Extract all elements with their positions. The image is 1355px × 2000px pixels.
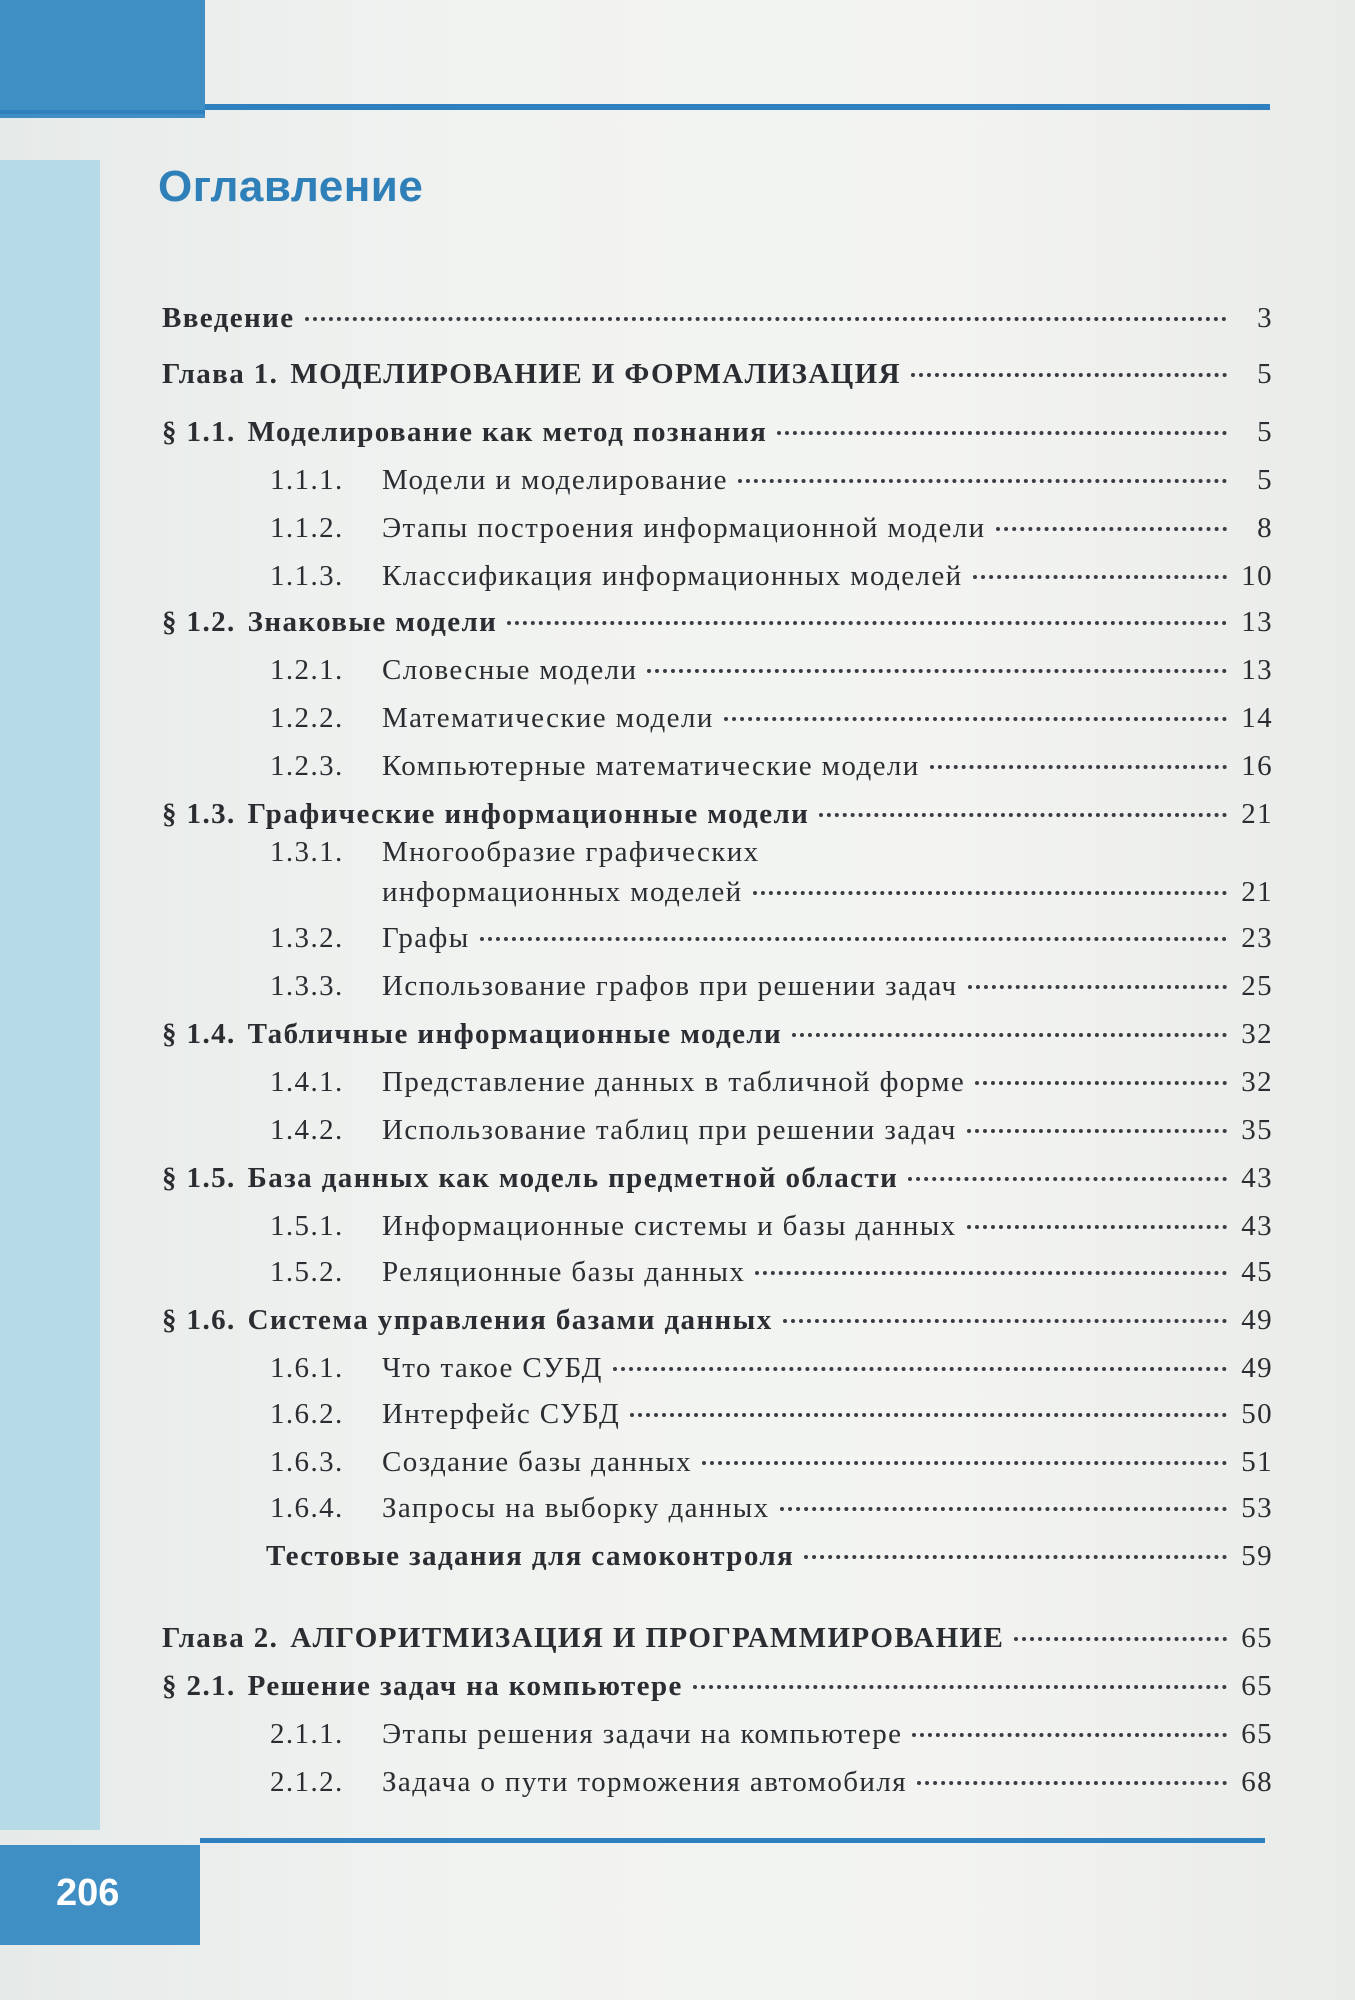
toc-entry-label: Использование графов при решении задач xyxy=(382,970,958,1002)
toc-entry-number: 1.1.2. xyxy=(270,512,344,544)
toc-entry-number: Глава 2. xyxy=(162,1622,279,1654)
dot-leader xyxy=(507,621,1227,625)
toc-entry-number: 2.1.1. xyxy=(270,1718,344,1750)
toc-entry-line: Многообразие графических xyxy=(382,836,760,868)
toc-entry xyxy=(270,1716,1273,1752)
toc-entry-label: Графические информационные модели xyxy=(247,798,810,830)
toc-entry-page: 25 xyxy=(1241,970,1273,1002)
dot-leader xyxy=(724,717,1227,721)
toc-entry-label: АЛГОРИТМИЗАЦИЯ И ПРОГРАММИРОВАНИЕ xyxy=(290,1622,1005,1654)
toc-entry-label: Использование таблиц при решении задач xyxy=(382,1114,957,1146)
toc-entry-number: 1.5.1. xyxy=(270,1210,344,1242)
toc-entry-number: § 1.1. xyxy=(162,416,236,448)
toc-entry-page: 3 xyxy=(1257,302,1273,334)
toc-entry xyxy=(270,1764,1273,1800)
toc-entry-label: Моделирование как метод познания xyxy=(247,416,768,448)
toc-entry-page: 43 xyxy=(1241,1162,1273,1194)
toc-entry-label: Информационные системы и базы данных xyxy=(382,1210,957,1242)
toc-entry-page: 13 xyxy=(1241,654,1273,686)
dot-leader xyxy=(753,891,1227,895)
toc-entry-label: Интерфейс СУБД xyxy=(382,1398,621,1430)
dot-leader xyxy=(911,373,1227,377)
toc-entry-number: 1.4.2. xyxy=(270,1114,344,1146)
toc-entry xyxy=(270,558,1273,594)
toc-entry-label: Реляционные базы данных xyxy=(382,1256,746,1288)
toc-entry-page: 43 xyxy=(1241,1210,1273,1242)
dot-leader xyxy=(968,985,1227,989)
toc-entry-number: 1.4.1. xyxy=(270,1066,344,1098)
toc-entry-page: 10 xyxy=(1241,560,1273,592)
toc-entry xyxy=(266,1538,1273,1574)
toc-entry xyxy=(270,1396,1273,1432)
dot-leader xyxy=(777,431,1227,435)
toc-entry-label: информационных моделей xyxy=(382,876,743,908)
toc-entry xyxy=(162,300,1273,336)
dot-leader xyxy=(783,1319,1227,1323)
toc-entry-number: 1.1.1. xyxy=(270,464,344,496)
toc-entry-page: 65 xyxy=(1241,1670,1273,1702)
toc-entry-label: Классификация информационных моделей xyxy=(382,560,963,592)
toc-entry-page: 32 xyxy=(1241,1018,1273,1050)
page-number: 206 xyxy=(56,1872,120,1914)
toc-entry xyxy=(270,652,1273,688)
toc-entry-page: 53 xyxy=(1241,1492,1273,1524)
toc-entry-number: § 1.6. xyxy=(162,1304,236,1336)
toc-entry-label: Запросы на выборку данных xyxy=(382,1492,770,1524)
dot-leader xyxy=(305,317,1227,321)
toc-entry-number: § 1.5. xyxy=(162,1162,236,1194)
toc-entry xyxy=(270,1490,1273,1526)
toc-entry-page: 8 xyxy=(1257,512,1273,544)
toc-entry xyxy=(382,874,1273,910)
toc-entry-label: База данных как модель предметной области xyxy=(247,1162,899,1194)
toc-entry xyxy=(270,1444,1273,1480)
toc-entry xyxy=(162,1620,1273,1656)
toc-entry-page: 35 xyxy=(1241,1114,1273,1146)
toc-entry-page: 51 xyxy=(1241,1446,1273,1478)
dot-leader xyxy=(755,1271,1227,1275)
toc-entry xyxy=(270,920,1273,956)
toc-entry xyxy=(162,356,1273,392)
toc-entry xyxy=(270,748,1273,784)
toc-entry xyxy=(162,1016,1273,1052)
dot-leader xyxy=(908,1177,1227,1181)
toc-entry-label: Словесные модели xyxy=(382,654,638,686)
toc-entry-page: 65 xyxy=(1241,1718,1273,1750)
toc-entry-label: Что такое СУБД xyxy=(382,1352,603,1384)
toc-entry-page: 49 xyxy=(1241,1352,1273,1384)
toc-entry xyxy=(270,462,1273,498)
toc-entry xyxy=(162,414,1273,450)
toc-entry-number: 2.1.2. xyxy=(270,1766,344,1798)
toc-entry-number: § 1.3. xyxy=(162,798,236,830)
toc-entry-page: 21 xyxy=(1241,876,1273,908)
toc-entry-page: 50 xyxy=(1241,1398,1273,1430)
toc-entry-label: Система управления базами данных xyxy=(247,1304,773,1336)
toc-entry-page: 5 xyxy=(1257,464,1273,496)
toc-entry-page: 5 xyxy=(1257,358,1273,390)
toc-entry-number: 1.5.2. xyxy=(270,1256,344,1288)
dot-leader xyxy=(967,1129,1227,1133)
dot-leader xyxy=(975,1081,1227,1085)
dot-leader xyxy=(973,575,1227,579)
toc-entry-number: 1.2.1. xyxy=(270,654,344,686)
toc-entry-label: Задача о пути торможения автомобиля xyxy=(382,1766,907,1798)
toc-entry xyxy=(162,796,1273,832)
toc-entry-label: МОДЕЛИРОВАНИЕ И ФОРМАЛИЗАЦИЯ xyxy=(290,358,901,390)
toc-entry-label: Решение задач на компьютере xyxy=(247,1670,683,1702)
toc-entry-number: 1.6.1. xyxy=(270,1352,344,1384)
toc-entry-page: 5 xyxy=(1257,416,1273,448)
dot-leader xyxy=(819,813,1227,817)
toc-entry-number: § 2.1. xyxy=(162,1670,236,1702)
toc-entry-label: Введение xyxy=(162,302,295,334)
toc-entry-number: 1.3.3. xyxy=(270,970,344,1002)
toc-entry xyxy=(270,700,1273,736)
dot-leader xyxy=(630,1413,1227,1417)
toc-entry-page: 65 xyxy=(1241,1622,1273,1654)
dot-leader xyxy=(780,1507,1227,1511)
dot-leader xyxy=(738,479,1227,483)
toc-entry xyxy=(270,1350,1273,1386)
dot-leader xyxy=(1014,1637,1227,1641)
bottom-rule xyxy=(200,1838,1265,1843)
toc-entry-page: 32 xyxy=(1241,1066,1273,1098)
dot-leader xyxy=(912,1733,1227,1737)
toc-entry-number: 1.6.3. xyxy=(270,1446,344,1478)
toc-entry xyxy=(162,1302,1273,1338)
toc-entry-label: Тестовые задания для самоконтроля xyxy=(266,1540,795,1572)
dot-leader xyxy=(792,1033,1227,1037)
toc-entry-label: Создание базы данных xyxy=(382,1446,693,1478)
toc-entry-number: 1.6.2. xyxy=(270,1398,344,1430)
toc-entry xyxy=(162,604,1273,640)
toc-entry-label: Этапы построения информационной модели xyxy=(382,512,986,544)
toc-entry xyxy=(162,1160,1273,1196)
dot-leader xyxy=(647,669,1227,673)
toc-entry xyxy=(270,968,1273,1004)
dot-leader xyxy=(693,1685,1227,1689)
dot-leader xyxy=(996,527,1227,531)
toc-entry-label: Графы xyxy=(382,922,470,954)
toc-entry-label: Модели и моделирование xyxy=(382,464,728,496)
toc-entry xyxy=(270,1254,1273,1290)
toc-entry xyxy=(270,1208,1273,1244)
toc-entry-page: 23 xyxy=(1241,922,1273,954)
toc-entry-page: 21 xyxy=(1241,798,1273,830)
toc-entry-page: 59 xyxy=(1241,1540,1273,1572)
toc-entry-page: 14 xyxy=(1241,702,1273,734)
toc-entry-label: Табличные информационные модели xyxy=(247,1018,783,1050)
toc-entry-label: Знаковые модели xyxy=(247,606,498,638)
toc-entry-page: 68 xyxy=(1241,1766,1273,1798)
dot-leader xyxy=(967,1225,1227,1229)
dot-leader xyxy=(930,765,1227,769)
toc-entry-page: 45 xyxy=(1241,1256,1273,1288)
toc-entry xyxy=(270,510,1273,546)
toc-entry-label: Математические модели xyxy=(382,702,714,734)
dot-leader xyxy=(702,1461,1227,1465)
toc-entry-number: 1.3.2. xyxy=(270,922,344,954)
dot-leader xyxy=(804,1555,1227,1559)
toc-entry xyxy=(162,1668,1273,1704)
toc-entry-number: 1.1.3. xyxy=(270,560,344,592)
toc-entry-number: § 1.2. xyxy=(162,606,236,638)
toc-entry xyxy=(270,1112,1273,1148)
toc-entry-page: 13 xyxy=(1241,606,1273,638)
toc-entry-number: 1.2.2. xyxy=(270,702,344,734)
dot-leader xyxy=(480,937,1227,941)
toc-entry-number: 1.6.4. xyxy=(270,1492,344,1524)
toc-entry-page: 49 xyxy=(1241,1304,1273,1336)
toc-entry-number: § 1.4. xyxy=(162,1018,236,1050)
toc-entry-label: Этапы решения задачи на компьютере xyxy=(382,1718,903,1750)
dot-leader xyxy=(917,1781,1227,1785)
toc-entry-number: Глава 1. xyxy=(162,358,279,390)
toc-entry-label: Представление данных в табличной форме xyxy=(382,1066,966,1098)
page-title: Оглавление xyxy=(158,162,424,211)
toc-entry-page: 16 xyxy=(1241,750,1273,782)
toc-entry-label: Компьютерные математические модели xyxy=(382,750,920,782)
dot-leader xyxy=(613,1367,1227,1371)
toc-entry xyxy=(270,1064,1273,1100)
toc-entry-number: 1.3.1. xyxy=(270,836,344,868)
toc-entry-number: 1.2.3. xyxy=(270,750,344,782)
